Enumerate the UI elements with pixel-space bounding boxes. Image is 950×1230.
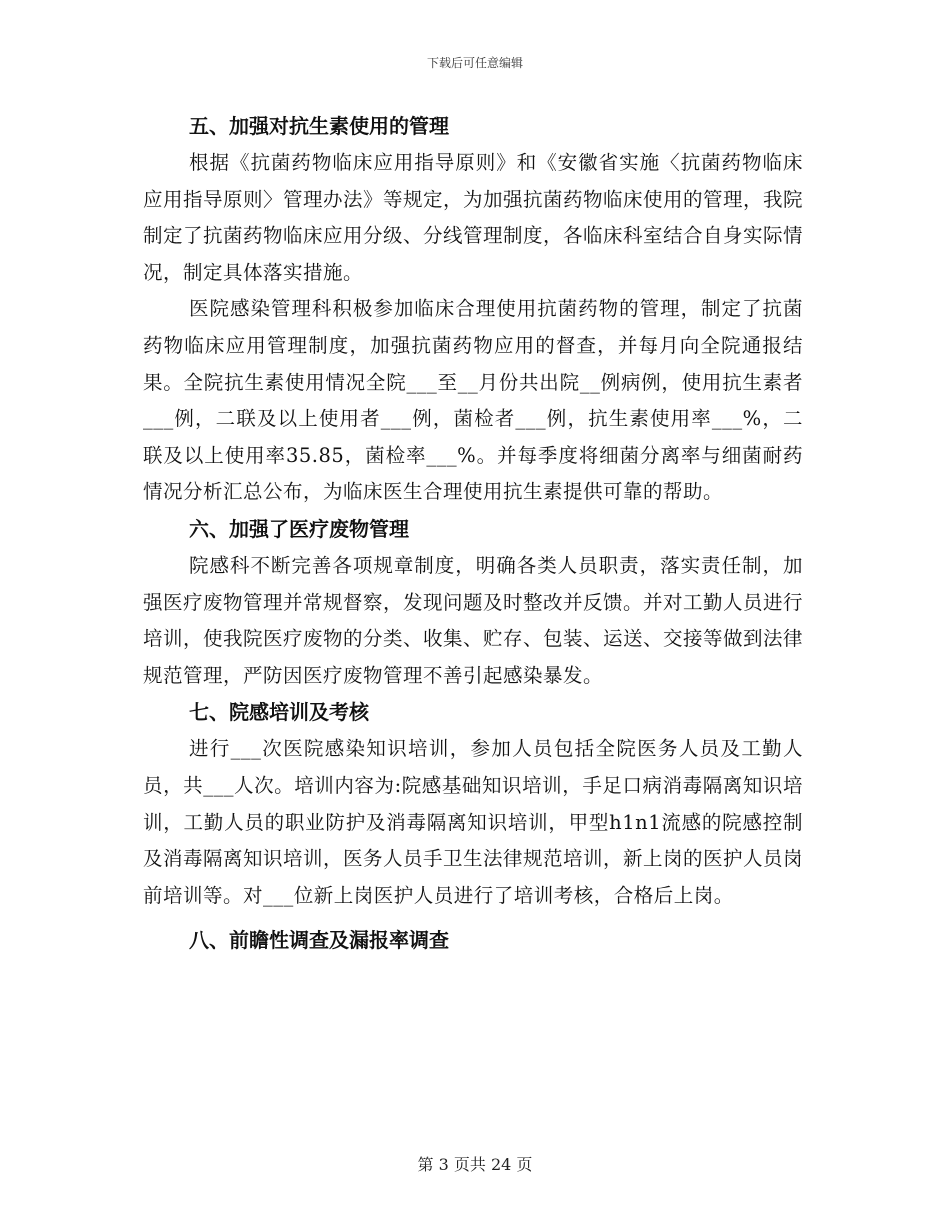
document-body [143, 108, 803, 959]
paragraph: 院感科不断完善各项规章制度，明确各类人员职责，落实责任制，加强医疗废物管理并常规督察，发现问题及时整改并反馈。并对工勤人员进行培训，使我院医疗废物的分类、收集、贮存、包装、运送、交接等做到法律规范管理，严防因医疗废物管理不善引起感染暴发。 [143, 553, 804, 687]
header-note: 下载后可任意编辑 [426, 56, 523, 70]
section-heading-7: 七、院感培训及考核 [189, 700, 369, 725]
section-heading-6: 六、加强了医疗废物管理 [189, 516, 409, 541]
paragraph: 进行___次医院感染知识培训，参加人员包括全院医务人员及工勤人员，共___人次。培训内容为:院感基础知识培训，手足口病消毒隔离知识培训，工勤人员的职业防护及消毒隔离知识培训，甲型h1n1流感的院感控制及消毒隔离知识培训，医务人员手卫生法律规范培训，新上岗的医护人员岗前培训等。对___位新上岗医护人员进行了培训考核，合格后上岗。 [143, 737, 804, 907]
section-heading-5: 五、加强对抗生素使用的管理 [189, 114, 449, 138]
paragraph: 医院感染管理科积极参加临床合理使用抗菌药物的管理，制定了抗菌药物临床应用管理制度，加强抗菌药物应用的督查，并每月向全院通报结果。全院抗生素使用情况全院___至__月份共出院__例病例，使用抗生素者___例，二联及以上使用者___例，菌检者___例，抗生素使用率___%，二联及以上使用率35.85，菌检率___%。并每季度将细菌分离率与细菌耐药情况分析汇总公布，为临床医生合理使用抗生素提供可靠的帮助。 [143, 297, 803, 504]
paragraph: 根据《抗菌药物临床应用指导原则》和《安徽省实施〈抗菌药物临床应用指导原则〉管理办法》等规定，为加强抗菌药物临床使用的管理，我院制定了抗菌药物临床应用分级、分线管理制度，各临床科室结合自身实际情况，制定具体落实措施。 [143, 151, 804, 284]
section-heading-8: 八、前瞻性调查及漏报率调查 [189, 928, 449, 953]
page-number-footer: 第 3 页共 24 页 [417, 1155, 533, 1174]
